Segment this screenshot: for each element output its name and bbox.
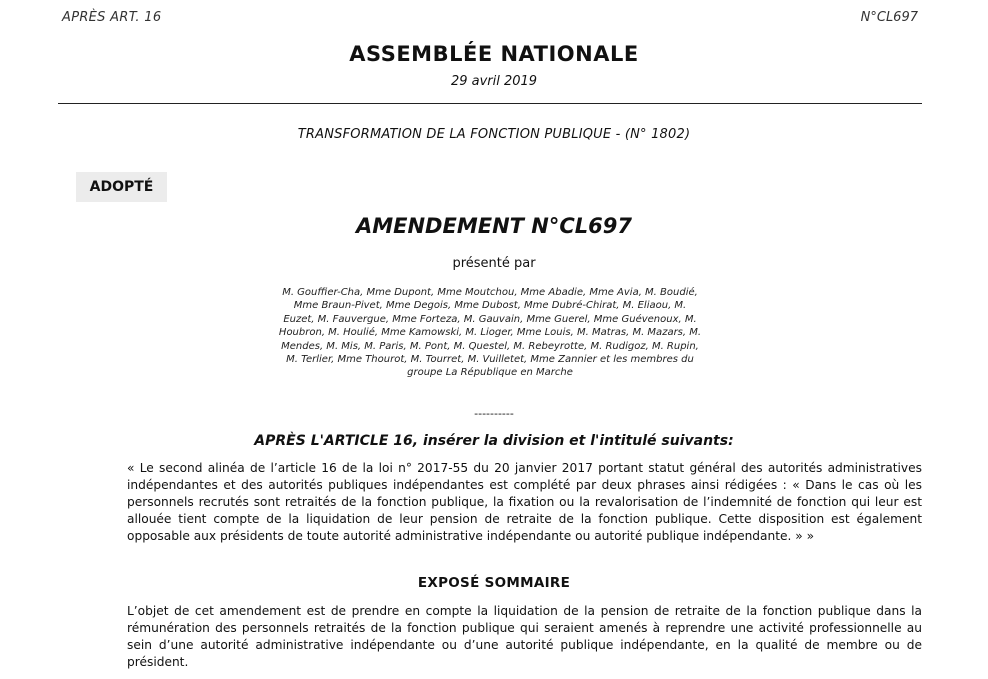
expose-text: L’objet de cet amendement est de prendre en compte la liquidation de la pension de retraite de la fonction publique dans la rémunération des personnels retraités de la fonction publique qui seraient amenés à reprendre une activité professionnelle au sein d’une autorité administrative indépendante ou d’une autorité publique indépendante, en la qualité de membre ou de président. bbox=[127, 604, 922, 669]
amendment-reference: N°CL697 bbox=[860, 10, 918, 25]
presented-by-label: présenté par bbox=[452, 256, 536, 271]
amendment-title: AMENDEMENT N°CL697 bbox=[355, 214, 632, 238]
article-heading: APRÈS L'ARTICLE 16, insérer la division et l'intitulé suivants: bbox=[254, 433, 734, 449]
amendment-text: « Le second alinéa de l’article 16 de la loi n° 2017-55 du 20 janvier 2017 portant statut général des autorités administratives indépendantes et des autorités publiques indépendantes est complété par deux phrases ainsi rédigées : « Dans le cas où les personnels recrutés sont retraités de la fonction publique, la fixation ou la revalorisation de l’indemnité de fonction qui leur est allouée tient compte de la liquidation de leur pension de retraite de la fonction publique. Cette disposition est également opposable aux présidents de toute autorité administrative indépendante ou autorité publique indépendante. » » bbox=[127, 461, 922, 543]
expose-heading: EXPOSÉ SOMMAIRE bbox=[417, 575, 571, 591]
status-badge: ADOPTÉ bbox=[76, 172, 167, 202]
bill-subject: TRANSFORMATION DE LA FONCTION PUBLIQUE - (N° 1802) bbox=[297, 127, 691, 142]
article-position-label: APRÈS ART. 16 bbox=[62, 10, 162, 25]
section-separator: ---------- bbox=[474, 407, 514, 420]
document-date: 29 avril 2019 bbox=[450, 74, 538, 89]
authors-list: M. Gouffier-Cha, Mme Dupont, Mme Moutchou, Mme Abadie, Mme Avia, M. Boudié, Mme Braun-Pivet, Mme Degois, Mme Dubost, Mme Dubré-Chirat, M. Eliaou, M. Euzet, M. Fauvergue, Mme Forteza, M. Gauvain, Mme Guerel, Mme Guévenoux, M. Houbron, M. Houlié, Mme Kamowski, M. Lioger, Mme Louis, M. Matras, M. Mazars, M. Mendes, M. Mis, M. Paris, M. Pont, M. Questel, M. Rebeyrotte, M. Rudigoz, M. Rupin, M. Terlier, Mme Thourot, M. Tourret, M. Vuilletet, Mme Zannier et les membres du groupe La République en Marche bbox=[278, 287, 702, 379]
assembly-title: ASSEMBLÉE NATIONALE bbox=[349, 42, 639, 66]
header-divider bbox=[58, 103, 922, 104]
